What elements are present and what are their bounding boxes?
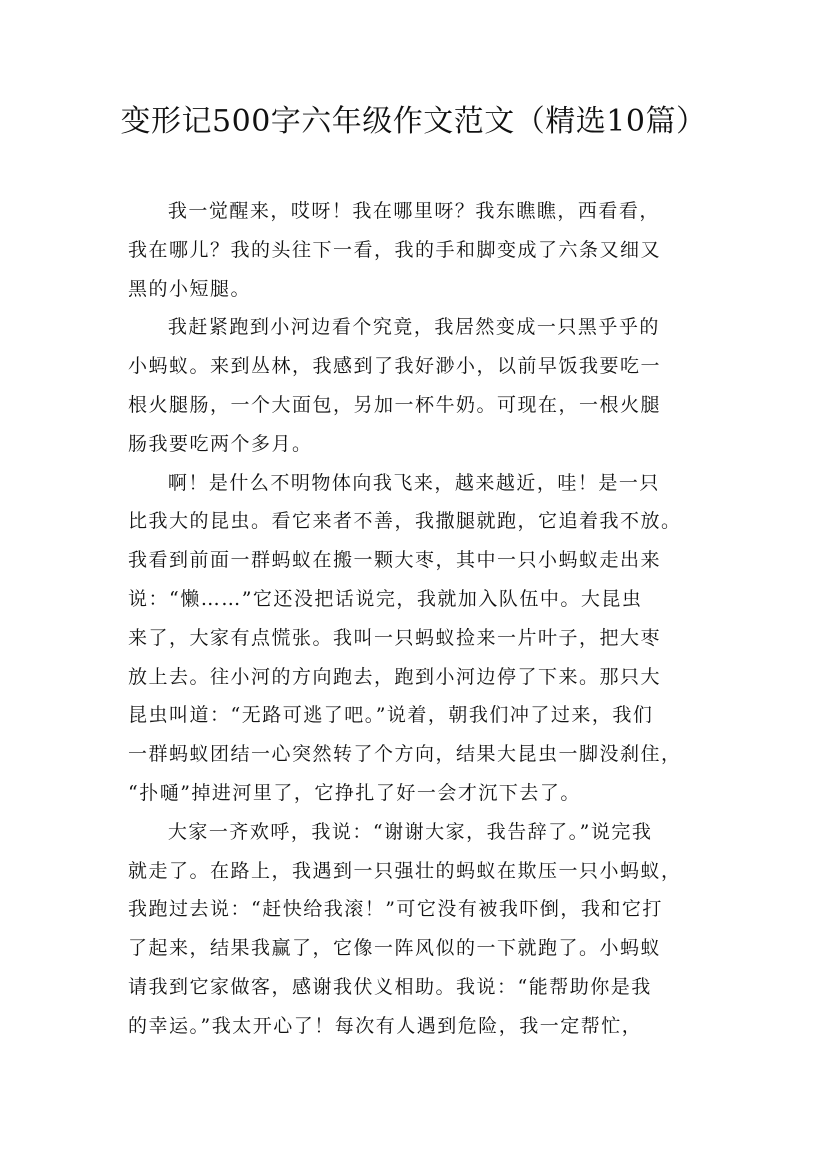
text-line: 我赶紧跑到小河边看个究竟，我居然变成一只黑乎乎的 xyxy=(167,316,660,339)
paragraph-4 xyxy=(128,813,701,1046)
text-line: 我在哪儿？我的头往下一看，我的手和脚变成了六条又细又 xyxy=(128,238,662,261)
text-line: 的幸运。”我太开心了！每次有人遇到危险，我一定帮忙， xyxy=(128,1014,643,1037)
text-line: 一群蚂蚁团结一心突然转了个方向，结果大昆虫一脚没刹住， xyxy=(128,743,682,766)
document-body xyxy=(128,192,701,1046)
text-line: 我看到前面一群蚂蚁在搬一颗大枣，其中一只小蚂蚁走出来 xyxy=(128,549,662,572)
text-line: 比我大的昆虫。看它来者不善，我撒腿就跑，它追着我不放。 xyxy=(128,510,682,533)
document-title: 变形记500字六年级作文范文（精选10篇） xyxy=(120,104,707,139)
text-line: 来了，大家有点慌张。我叫一只蚂蚁捡来一片叶子，把大枣 xyxy=(128,626,662,649)
text-line: 黑的小短腿。 xyxy=(128,277,252,300)
text-line: 说：“懒……”它还没把话说完，我就加入队伍中。大昆虫 xyxy=(128,587,643,610)
text-line: 根火腿肠，一个大面包，另加一杯牛奶。可现在，一根火腿 xyxy=(128,393,662,416)
paragraph-3 xyxy=(128,464,701,813)
text-line: 小蚂蚁。来到丛林，我感到了我好渺小，以前早饭我要吃一 xyxy=(128,355,662,378)
text-line: 了起来，结果我赢了，它像一阵风似的一下就跑了。小蚂蚁 xyxy=(128,937,662,960)
text-line: 大家一齐欢呼，我说：“谢谢大家，我告辞了。”说完我 xyxy=(167,820,653,843)
text-line: 就走了。在路上，我遇到一只强壮的蚂蚁在欺压一只小蚂蚁， xyxy=(128,859,682,882)
text-line: 请我到它家做客，感谢我伏义相助。我说：“能帮助你是我 xyxy=(128,975,652,998)
text-line: 我跑过去说：“赶快给我滚！”可它没有被我吓倒，我和它打 xyxy=(128,898,663,921)
text-line: 放上去。往小河的方向跑去，跑到小河边停了下来。那只大 xyxy=(128,665,662,688)
text-line: 肠我要吃两个多月。 xyxy=(128,432,313,455)
text-line: 昆虫叫道：“无路可逃了吧。”说着，朝我们冲了过来，我们 xyxy=(128,704,654,727)
text-line: “扑嗵”掉进河里了，它挣扎了好一会才沉下去了。 xyxy=(128,781,581,804)
paragraph-1 xyxy=(128,192,701,308)
text-line: 啊！是什么不明物体向我飞来，越来越近，哇！是一只 xyxy=(167,471,660,494)
text-line: 我一觉醒来，哎呀！我在哪里呀？我东瞧瞧，西看看， xyxy=(167,200,660,222)
paragraph-2 xyxy=(128,308,701,463)
